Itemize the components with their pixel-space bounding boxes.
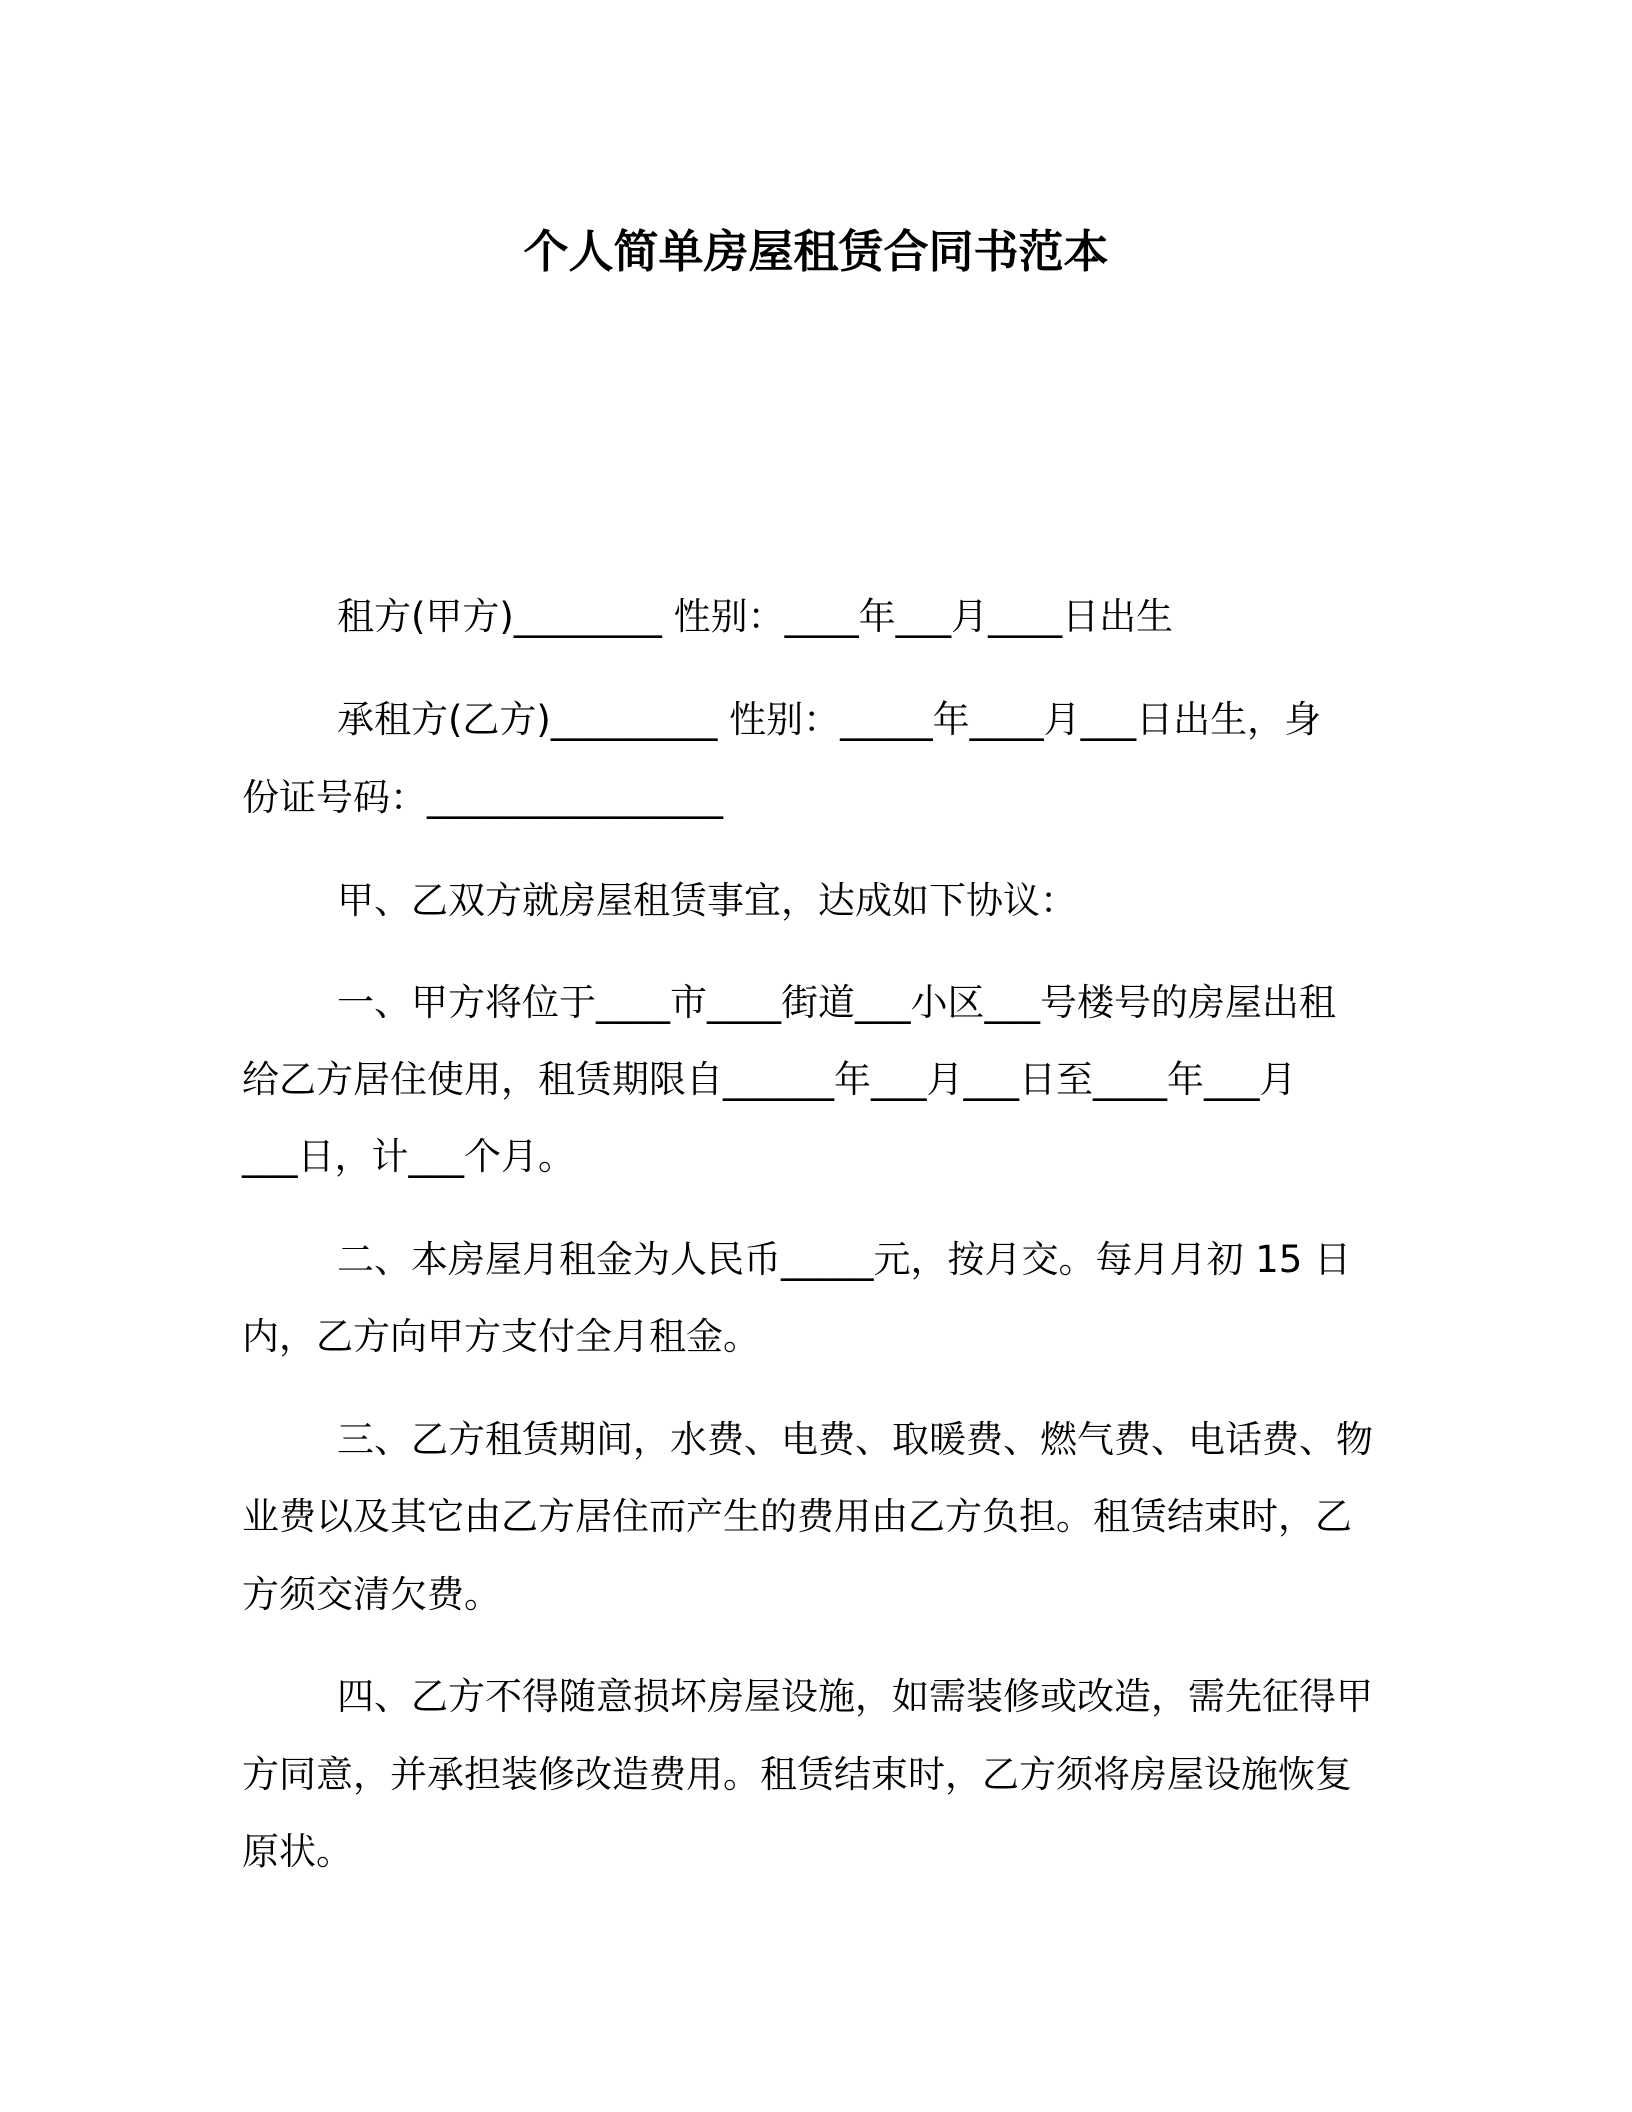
paragraph-line: 四、乙方不得随意损坏房屋设施，如需装修或改造，需先征得甲 (337, 1675, 1373, 1718)
paragraph-line: 业费以及其它由乙方居住而产生的费用由乙方负担。租赁结束时，乙 (242, 1495, 1352, 1538)
paragraph-line: 三、乙方租赁期间，水费、电费、取暖费、燃气费、电话费、物 (337, 1418, 1373, 1461)
paragraph-line: 甲、乙双方就房屋租赁事宜，达成如下协议： (337, 879, 1077, 922)
paragraph-line: 方须交清欠费。 (242, 1573, 501, 1616)
paragraph-line: 内，乙方向甲方支付全月租金。 (242, 1315, 760, 1358)
paragraph-line: 原状。 (242, 1830, 353, 1873)
paragraph-line: ___日，计___个月。 (242, 1135, 575, 1178)
document-title: 个人简单房屋租赁合同书范本 (523, 225, 1109, 278)
paragraph-line: 份证号码：________________ (242, 776, 723, 819)
paragraph-line: 一、甲方将位于____市____街道___小区___号楼号的房屋出租 (337, 981, 1336, 1024)
paragraph-line: 方同意，并承担装修改造费用。租赁结束时，乙方须将房屋设施恢复 (242, 1753, 1352, 1796)
paragraph-line: 租方(甲方)________ 性别：____年___月____日出生 (337, 595, 1174, 638)
paragraph-line: 承租方(乙方)_________ 性别：_____年____月___日出生，身 (337, 698, 1322, 741)
paragraph-line: 二、本房屋月租金为人民币_____元，按月交。每月月初 15 日 (337, 1238, 1352, 1281)
paragraph-line: 给乙方居住使用，租赁期限自______年___月___日至____年___月 (242, 1058, 1297, 1101)
